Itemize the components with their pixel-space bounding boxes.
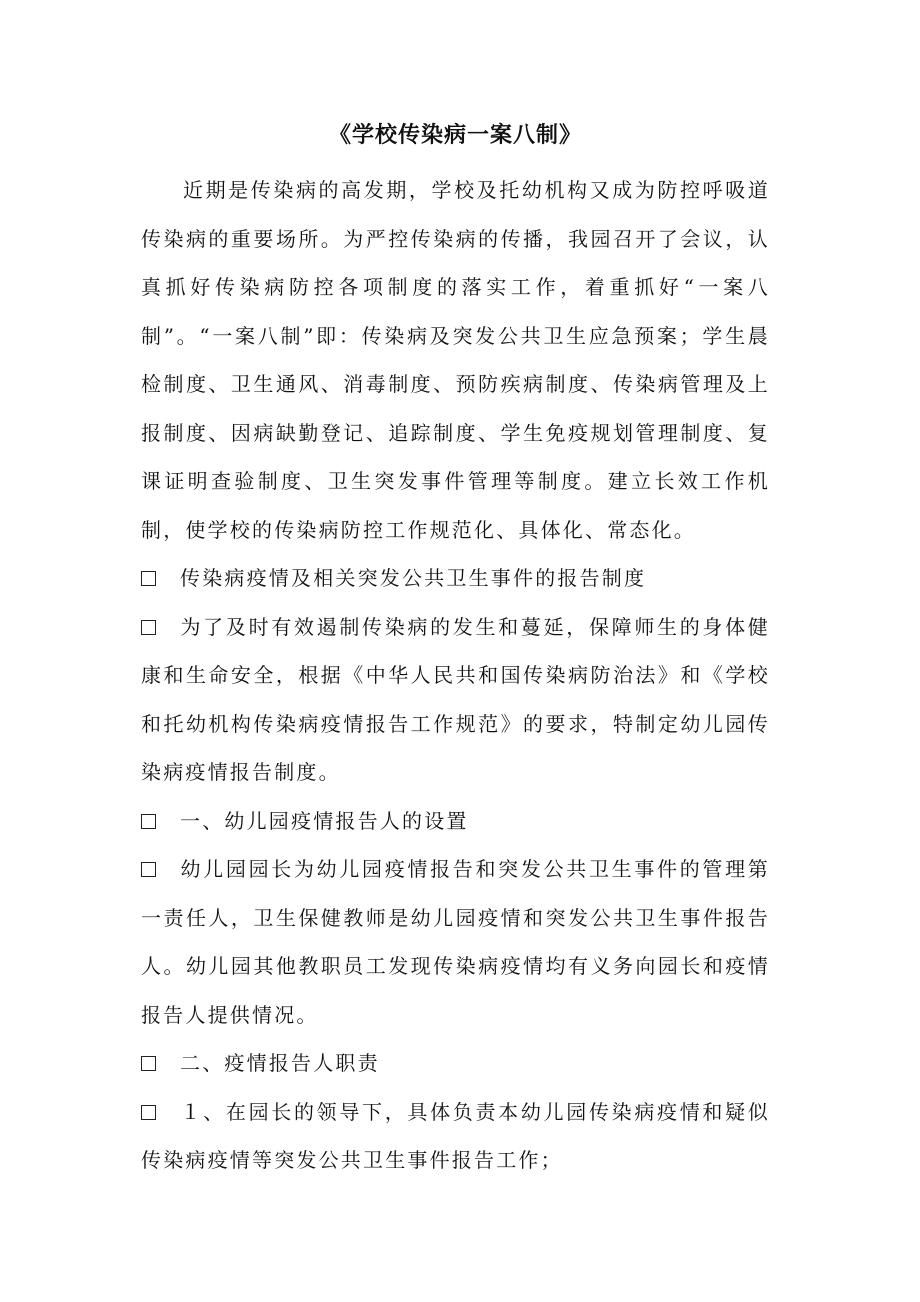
list-item xyxy=(141,1088,770,1185)
item-text: 传染病疫情及相关突发公共卫生事件的报告制度 xyxy=(180,566,647,590)
item-text: 为了及时有效遏制传染病的发生和蔓延，保障师生的身体健康和生命安全，根据《中华人民共和国传染病防治法》和《学校和托幼机构传染病疫情报告工作规范》的要求，特制定幼儿园传染病疫情报告制度。 xyxy=(141,614,770,784)
item-text: 一、幼儿园疫情报告人的设置 xyxy=(180,808,469,833)
checkbox-icon xyxy=(141,620,156,635)
list-item xyxy=(141,1039,770,1088)
checkbox-icon xyxy=(141,814,156,829)
list-item xyxy=(141,603,770,797)
list-item xyxy=(141,554,770,603)
item-text: 幼儿园园长为幼儿园疫情报告和突发公共卫生事件的管理第一责任人，卫生保健教师是幼儿园疫情和突发公共卫生事件报告人。幼儿园其他教职员工发现传染病疫情均有义务向园长和疫情报告人提供情况。 xyxy=(141,857,770,1027)
checkbox-icon xyxy=(141,1056,156,1071)
intro-paragraph: 近期是传染病的高发期，学校及托幼机构又成为防控呼吸道传染病的重要场所。为严控传染病的传播，我园召开了会议，认真抓好传染病防控各项制度的落实工作，着重抓好“一案八制”。“一案八制”即：传染病及突发公共卫生应急预案；学生晨检制度、卫生通风、消毒制度、预防疾病制度、传染病管理及上报制度、因病缺勤登记、追踪制度、学生免疫规划管理制度、复课证明查验制度、卫生突发事件管理等制度。建立长效工作机制，使学校的传染病防控工作规范化、具体化、常态化。 xyxy=(141,178,770,542)
checkbox-icon xyxy=(141,1105,156,1120)
checkbox-icon xyxy=(141,862,156,877)
item-text: １、在园长的领导下，具体负责本幼儿园传染病疫情和疑似传染病疫情等突发公共卫生事件报告工作； xyxy=(141,1099,770,1172)
item-text: 二、疫情报告人职责 xyxy=(180,1051,380,1075)
list-item xyxy=(141,845,770,1039)
document-title: 《学校传染病一案八制》 xyxy=(328,122,582,148)
list-item xyxy=(141,797,770,846)
checkbox-icon xyxy=(141,571,156,586)
